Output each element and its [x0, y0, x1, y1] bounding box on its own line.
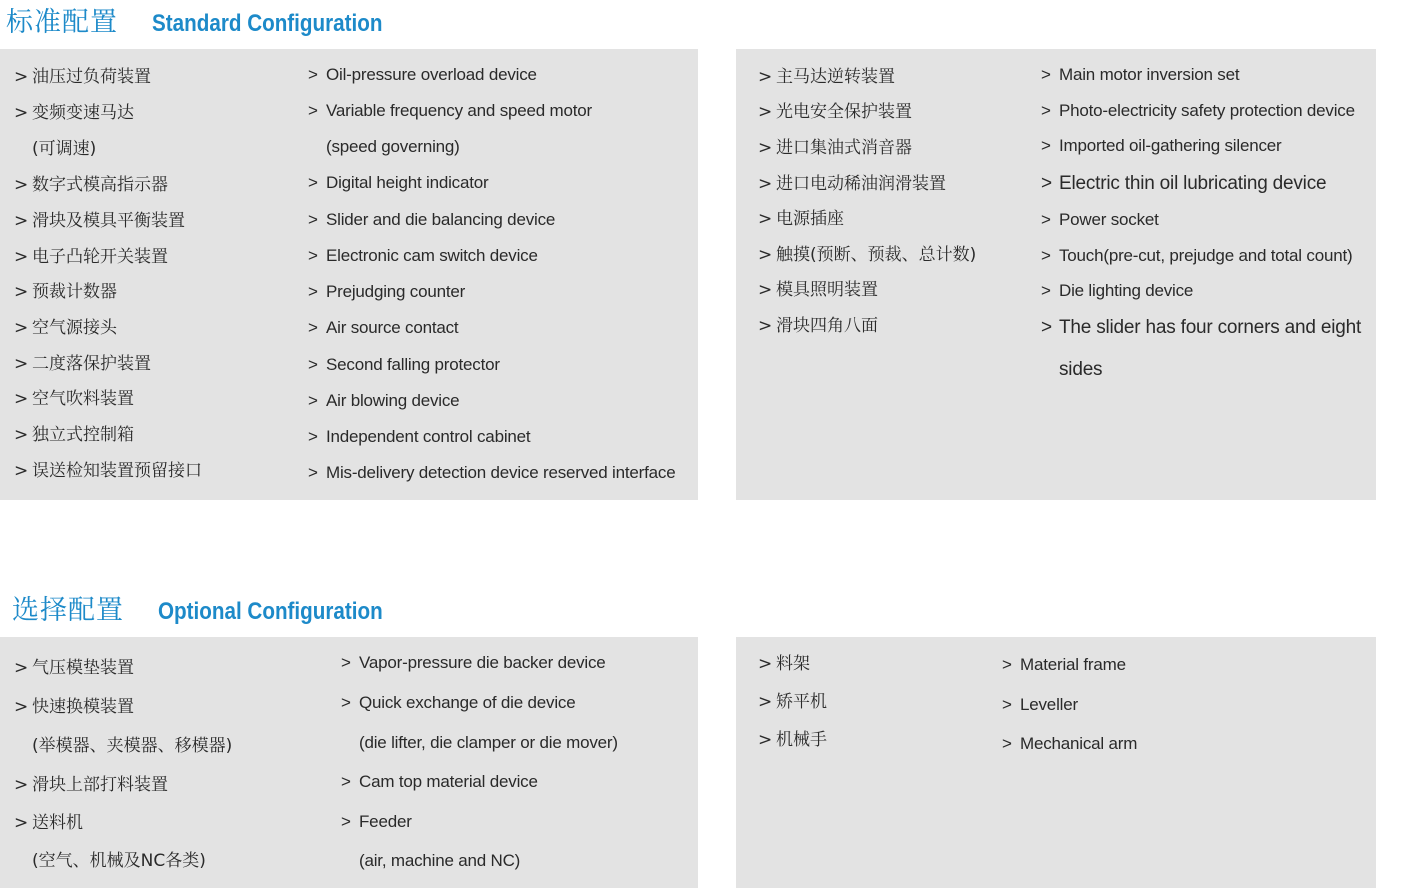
config-list-item [308, 354, 500, 376]
bullet-arrow-icon: > [1002, 734, 1012, 753]
config-list-item [758, 101, 912, 123]
config-list-item [758, 208, 844, 230]
bullet-arrow-icon: > [14, 103, 29, 123]
config-item-text: Cam top material device [359, 772, 538, 791]
config-item-text: 主马达逆转装置 [776, 67, 895, 87]
config-list-item [1041, 173, 1326, 195]
config-list-item [1002, 694, 1078, 716]
bullet-arrow-icon: > [758, 730, 773, 750]
config-list-item [14, 850, 206, 872]
config-item-text: Quick exchange of die device [359, 693, 576, 712]
bullet-arrow-icon: > [14, 658, 29, 678]
bullet-arrow-icon: > [308, 355, 318, 374]
bullet-arrow-icon: > [308, 282, 318, 301]
config-list-item [14, 174, 168, 196]
config-item-text: 光电安全保护装置 [776, 102, 912, 122]
config-item-text: 滑块及模具平衡装置 [32, 211, 185, 231]
config-item-text: 气压模垫装置 [32, 658, 134, 678]
bullet-arrow-icon: > [14, 461, 29, 481]
config-list-item [14, 774, 168, 796]
config-list-item [1041, 64, 1239, 86]
bullet-arrow-icon: > [341, 693, 351, 712]
config-list-item [308, 245, 538, 267]
config-item-text: 空气吹料装置 [32, 389, 134, 409]
config-list-item [1041, 100, 1355, 122]
bullet-arrow-icon: > [14, 425, 29, 445]
config-list-item [308, 172, 488, 194]
config-item-text: Photo-electricity safety protection device [1059, 101, 1355, 120]
config-list-item [14, 138, 96, 160]
bullet-arrow-icon: > [341, 653, 351, 672]
bullet-arrow-icon: > [308, 427, 318, 446]
config-list-item [308, 390, 459, 412]
config-item-text: Die lighting device [1059, 281, 1194, 300]
bullet-arrow-icon: > [341, 772, 351, 791]
standard-panel-right [736, 49, 1376, 500]
bullet-arrow-icon: > [758, 67, 773, 87]
config-item-text: (可调速) [32, 139, 97, 159]
config-list-item [1002, 654, 1126, 676]
config-item-text: 滑块四角八面 [776, 316, 878, 336]
bullet-arrow-icon: > [308, 173, 318, 192]
bullet-arrow-icon: > [758, 654, 773, 674]
config-item-text: 独立式控制箱 [32, 425, 134, 445]
bullet-arrow-icon: > [308, 246, 318, 265]
config-item-text: 误送检知装置预留接口 [32, 461, 202, 481]
config-item-text: 快速换模装置 [32, 697, 134, 717]
config-list-item [14, 317, 117, 339]
config-item-text: 油压过负荷装置 [32, 67, 151, 87]
config-item-text: (die lifter, die clamper or die mover) [359, 733, 618, 752]
config-list-item [14, 210, 185, 232]
config-item-text: 进口集油式消音器 [776, 138, 912, 158]
bullet-arrow-icon: > [758, 316, 773, 336]
config-item-text: 数字式模高指示器 [32, 175, 168, 195]
bullet-arrow-icon: > [1041, 246, 1051, 265]
config-item-text: 料架 [776, 654, 810, 674]
standard-config-heading [6, 0, 420, 39]
config-list-item [14, 657, 134, 679]
bullet-arrow-icon: > [308, 65, 318, 84]
config-item-text: 进口电动稀油润滑装置 [776, 174, 946, 194]
bullet-arrow-icon: > [758, 102, 773, 122]
config-item-text: Touch(pre-cut, prejudge and total count) [1059, 246, 1353, 265]
config-list-item [341, 811, 412, 833]
config-item-text: Leveller [1020, 695, 1078, 714]
bullet-arrow-icon: > [758, 692, 773, 712]
bullet-arrow-icon: > [1002, 695, 1012, 714]
config-item-text: 模具照明装置 [776, 280, 878, 300]
config-item-text: The slider has four corners and eight [1059, 317, 1362, 338]
config-list-item [758, 653, 810, 675]
config-list-item [308, 100, 592, 122]
config-item-text: Electric thin oil lubricating device [1059, 173, 1327, 194]
optional-title-cn: 选择配置 [12, 595, 124, 626]
config-list-item [14, 66, 151, 88]
config-list-item [14, 246, 168, 268]
bullet-arrow-icon: > [758, 174, 773, 194]
config-list-item [308, 136, 460, 158]
config-list-item [14, 102, 134, 124]
bullet-arrow-icon: > [341, 812, 351, 831]
config-item-text: 触摸(预断、预裁、总计数) [776, 245, 977, 265]
bullet-arrow-icon: > [1041, 65, 1051, 84]
bullet-arrow-icon: > [308, 101, 318, 120]
config-list-item [758, 137, 912, 159]
config-list-item [758, 691, 827, 713]
config-list-item [1041, 209, 1159, 231]
optional-panel-right [736, 637, 1376, 888]
config-list-item [341, 771, 538, 793]
bullet-arrow-icon: > [308, 210, 318, 229]
config-list-item [758, 729, 827, 751]
config-item-text: Imported oil-gathering silencer [1059, 136, 1282, 155]
standard-title-cn: 标准配置 [6, 7, 118, 38]
config-item-text: Independent control cabinet [326, 427, 531, 446]
config-item-text: 空气源接头 [32, 318, 117, 338]
bullet-arrow-icon: > [758, 138, 773, 158]
bullet-arrow-icon: > [1041, 317, 1052, 338]
bullet-arrow-icon: > [1041, 136, 1051, 155]
config-item-text: Second falling protector [326, 355, 500, 374]
config-list-item [14, 353, 151, 375]
optional-panel-left [0, 637, 698, 888]
optional-config-heading [12, 588, 419, 627]
bullet-arrow-icon: > [308, 318, 318, 337]
config-list-item [1041, 317, 1361, 339]
bullet-arrow-icon: > [14, 318, 29, 338]
config-list-item [308, 317, 458, 339]
standard-title-en: Standard Configuration [152, 10, 383, 37]
config-list-item [1041, 245, 1352, 267]
config-list-item [308, 209, 555, 231]
config-item-text: Variable frequency and speed motor [326, 101, 592, 120]
config-list-item [14, 424, 134, 446]
config-item-text: Electronic cam switch device [326, 246, 538, 265]
config-item-text: 送料机 [32, 813, 83, 833]
bullet-arrow-icon: > [14, 175, 29, 195]
bullet-arrow-icon: > [14, 354, 29, 374]
config-item-text: 矫平机 [776, 692, 827, 712]
bullet-arrow-icon: > [14, 211, 29, 231]
config-list-item [341, 732, 618, 754]
config-list-item [1041, 135, 1281, 157]
config-item-text: 二度落保护装置 [32, 354, 151, 374]
config-list-item [308, 426, 530, 448]
config-list-item [14, 735, 232, 757]
config-item-text: Air blowing device [326, 391, 460, 410]
config-item-text: (举模器、夹模器、移模器) [32, 736, 233, 756]
config-item-text: 预裁计数器 [32, 282, 117, 302]
config-list-item [308, 462, 675, 484]
bullet-arrow-icon: > [758, 245, 773, 265]
bullet-arrow-icon: > [14, 813, 29, 833]
config-list-item [14, 281, 117, 303]
config-list-item [758, 279, 878, 301]
config-item-text: 滑块上部打料装置 [32, 775, 168, 795]
bullet-arrow-icon: > [758, 280, 773, 300]
config-item-text: Prejudging counter [326, 282, 466, 301]
config-item-text: Air source contact [326, 318, 459, 337]
optional-title-en: Optional Configuration [158, 598, 383, 625]
config-list-item [308, 64, 537, 86]
bullet-arrow-icon: > [14, 247, 29, 267]
config-list-item [758, 315, 878, 337]
config-list-item [14, 696, 134, 718]
config-item-text: Material frame [1020, 655, 1126, 674]
bullet-arrow-icon: > [1041, 210, 1051, 229]
config-item-text: Mechanical arm [1020, 734, 1138, 753]
bullet-arrow-icon: > [308, 391, 318, 410]
config-item-text: Feeder [359, 812, 412, 831]
config-list-item [341, 850, 520, 872]
config-item-text: Digital height indicator [326, 173, 489, 192]
bullet-arrow-icon: > [1041, 101, 1051, 120]
config-item-text: (空气、机械及NC各类) [32, 851, 206, 871]
bullet-arrow-icon: > [308, 463, 318, 482]
bullet-arrow-icon: > [758, 209, 773, 229]
config-item-text: 电子凸轮开关装置 [32, 247, 168, 267]
config-list-item [308, 281, 465, 303]
config-list-item [1002, 733, 1137, 755]
config-list-item [758, 66, 895, 88]
config-item-text: (speed governing) [326, 137, 460, 156]
config-list-item [758, 173, 946, 195]
config-item-text: 机械手 [776, 730, 827, 750]
bullet-arrow-icon: > [1041, 281, 1051, 300]
config-item-text: (air, machine and NC) [359, 851, 521, 870]
config-item-text: sides [1059, 359, 1103, 380]
config-list-item [14, 388, 134, 410]
config-item-text: 变频变速马达 [32, 103, 134, 123]
config-item-text: Vapor-pressure die backer device [359, 653, 606, 672]
config-item-text: Power socket [1059, 210, 1159, 229]
config-list-item [341, 692, 575, 714]
bullet-arrow-icon: > [14, 775, 29, 795]
bullet-arrow-icon: > [1041, 173, 1052, 194]
config-list-item [1041, 280, 1193, 302]
config-item-text: 电源插座 [776, 209, 844, 229]
config-list-item [758, 244, 976, 266]
config-list-item [14, 460, 202, 482]
config-list-item [14, 812, 83, 834]
standard-panel-left [0, 49, 698, 500]
bullet-arrow-icon: > [14, 282, 29, 302]
config-list-item [341, 652, 606, 674]
config-item-text: Slider and die balancing device [326, 210, 556, 229]
bullet-arrow-icon: > [1002, 655, 1012, 674]
config-item-text: Oil-pressure overload device [326, 65, 537, 84]
config-item-text: Mis-delivery detection device reserved interface [326, 463, 676, 482]
bullet-arrow-icon: > [14, 67, 29, 87]
bullet-arrow-icon: > [14, 389, 29, 409]
config-item-text: Main motor inversion set [1059, 65, 1240, 84]
bullet-arrow-icon: > [14, 697, 29, 717]
config-list-item [1041, 359, 1102, 381]
